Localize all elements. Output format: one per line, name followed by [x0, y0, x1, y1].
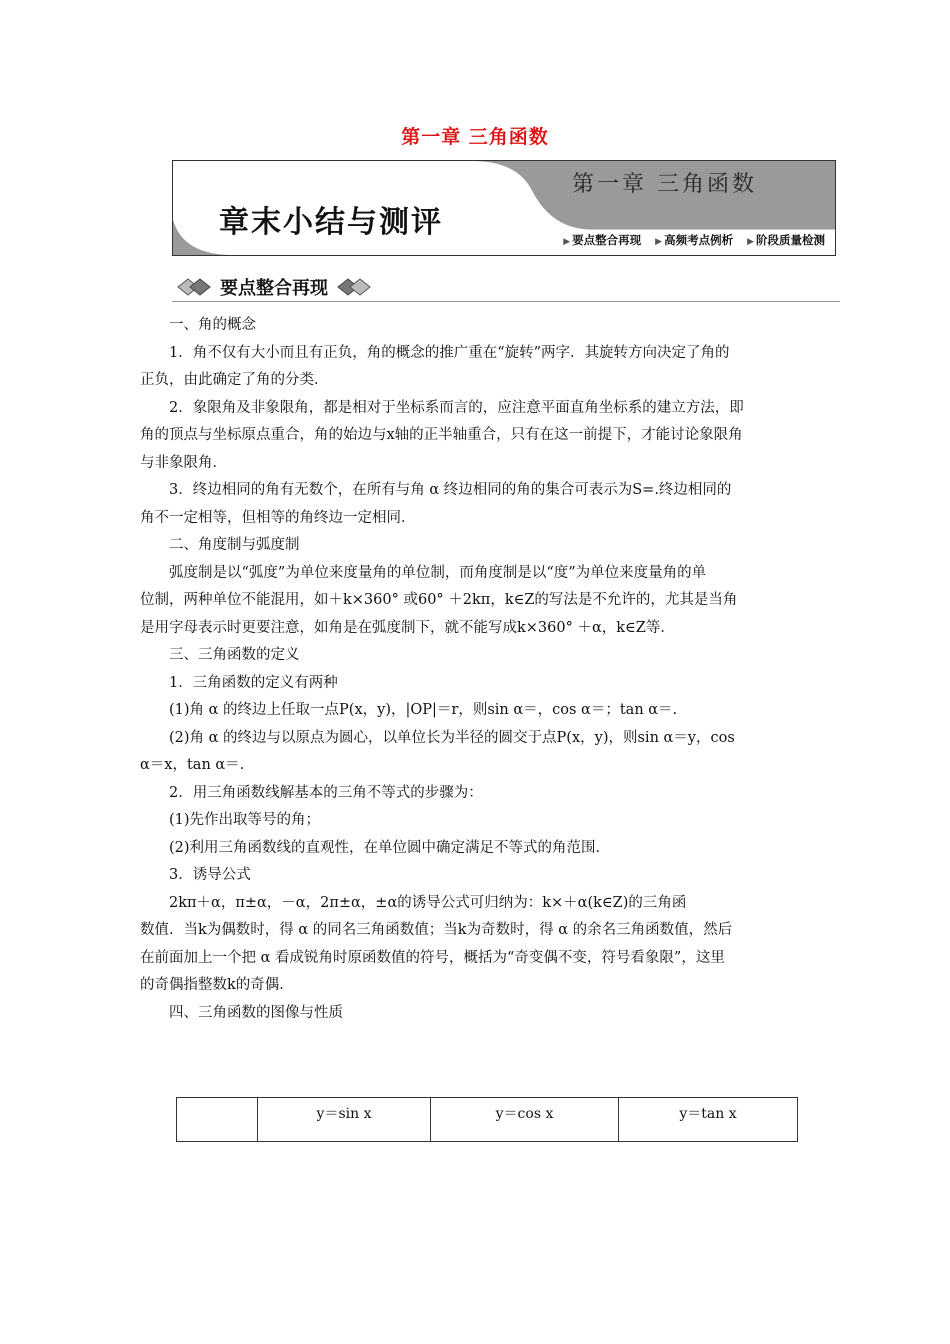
heading-degree-radian: 二、角度制与弧度制 — [169, 537, 300, 553]
paragraph-line: 1．角不仅有大小而且有正负，角的概念的推广重在“旋转”两字．其旋转方向决定了角的 — [169, 344, 730, 361]
paragraph-line: 3．终边相同的角有无数个，在所有与角 α 终边相同的角的集合可表示为S=.终边相同的 — [169, 482, 732, 498]
heading-trig-graphs: 四、三角函数的图像与性质 — [169, 1004, 343, 1021]
banner-nav-item: ▶ 要点整合再现 — [563, 233, 642, 247]
table-header-cell — [177, 1098, 258, 1142]
paragraph-line: 角不一定相等，但相等的角终边一定相同． — [140, 509, 416, 526]
diamond-ornament-icon — [336, 277, 372, 297]
paragraph-line: 是用字母表示时更要注意，如角是在弧度制下，就不能写成k×360° ＋α，k∈Z等． — [140, 619, 675, 636]
paragraph-line: 在前面加上一个把 α 看成锐角时原函数值的符号，概括为“奇变偶不变，符号看象限”，这里 — [140, 949, 725, 966]
play-arrow-icon: ▶ — [747, 237, 754, 247]
chapter-banner — [172, 160, 836, 256]
paragraph-line: 弧度制是以“弧度”为单位来度量角的单位制，而角度制是以“度”为单位来度量角的单 — [169, 564, 707, 581]
paragraph-line: 位制，两种单位不能混用，如＋k×360° 或60° ＋2kπ，k∈Z的写法是不允许的，尤其是当角 — [140, 592, 738, 608]
heading-angle-concept: 一、角的概念 — [169, 317, 256, 333]
chapter-title: 第一章 三角函数 — [401, 126, 549, 148]
section-heading — [176, 274, 372, 300]
table-header-row — [177, 1098, 798, 1142]
paragraph-line: 角的顶点与坐标原点重合，角的始边与x轴的正半轴重合，只有在这一前提下，才能讨论象限角 — [140, 427, 743, 443]
paragraph-line: (1)先作出取等号的角； — [169, 812, 321, 828]
paragraph-line: (2)利用三角函数线的直观性，在单位圆中确定满足不等式的角范围． — [169, 839, 611, 856]
table-header-cell: y＝tan x — [619, 1098, 798, 1142]
play-arrow-icon: ▶ — [563, 237, 571, 247]
play-arrow-icon: ▶ — [655, 237, 663, 247]
banner-chapter-label: 第一章 三角函数 — [572, 172, 757, 197]
heading-trig-definition: 三、三角函数的定义 — [169, 647, 300, 663]
trig-function-table — [176, 1097, 798, 1142]
paragraph-line: 2．象限角及非象限角，都是相对于坐标系而言的，应注意平面直角坐标系的建立方法，即 — [169, 399, 744, 416]
banner-title: 章末小结与测评 — [219, 205, 443, 240]
section-divider — [172, 301, 840, 302]
paragraph-line: 2kπ＋α，π±α，－α，2π±α，±α的诱导公式可归纳为：k×＋α(k∈Z)的三角函 — [169, 894, 687, 911]
paragraph-line: 数值．当k为偶数时，得 α 的同名三角函数值；当k为奇数时，得 α 的余名三角函数值，然后 — [140, 922, 733, 938]
paragraph-line: 3．诱导公式 — [169, 867, 251, 883]
paragraph-line: 1．三角函数的定义有两种 — [169, 674, 338, 691]
section-heading-label: 要点整合再现 — [220, 278, 328, 299]
paragraph-line: 与非象限角． — [140, 454, 227, 471]
banner-nav-item: ▶ 阶段质量检测 — [747, 233, 825, 247]
paragraph-line: α＝x，tan α＝. — [140, 757, 245, 773]
banner-nav — [563, 232, 825, 248]
table-header-cell: y＝cos x — [431, 1098, 619, 1142]
body-text — [140, 312, 840, 1027]
paragraph-line: 正负，由此确定了角的分类． — [140, 372, 329, 388]
banner-nav-item: ▶ 高频考点例析 — [655, 233, 734, 247]
paragraph-line: (2)角 α 的终边与以原点为圆心，以单位长为半径的圆交于点P(x，y)，则sin α＝y，cos — [169, 729, 735, 746]
paragraph-line: 2．用三角函数线解基本的三角不等式的步骤为： — [169, 784, 483, 801]
table-header-cell: y＝sin x — [258, 1098, 431, 1142]
diamond-ornament-icon — [176, 277, 212, 297]
paragraph-line: 的奇偶指整数k的奇偶． — [140, 977, 294, 993]
paragraph-line: (1)角 α 的终边上任取一点P(x，y)，|OP|＝r，则sin α＝，cos α＝；tan α＝. — [169, 702, 678, 718]
